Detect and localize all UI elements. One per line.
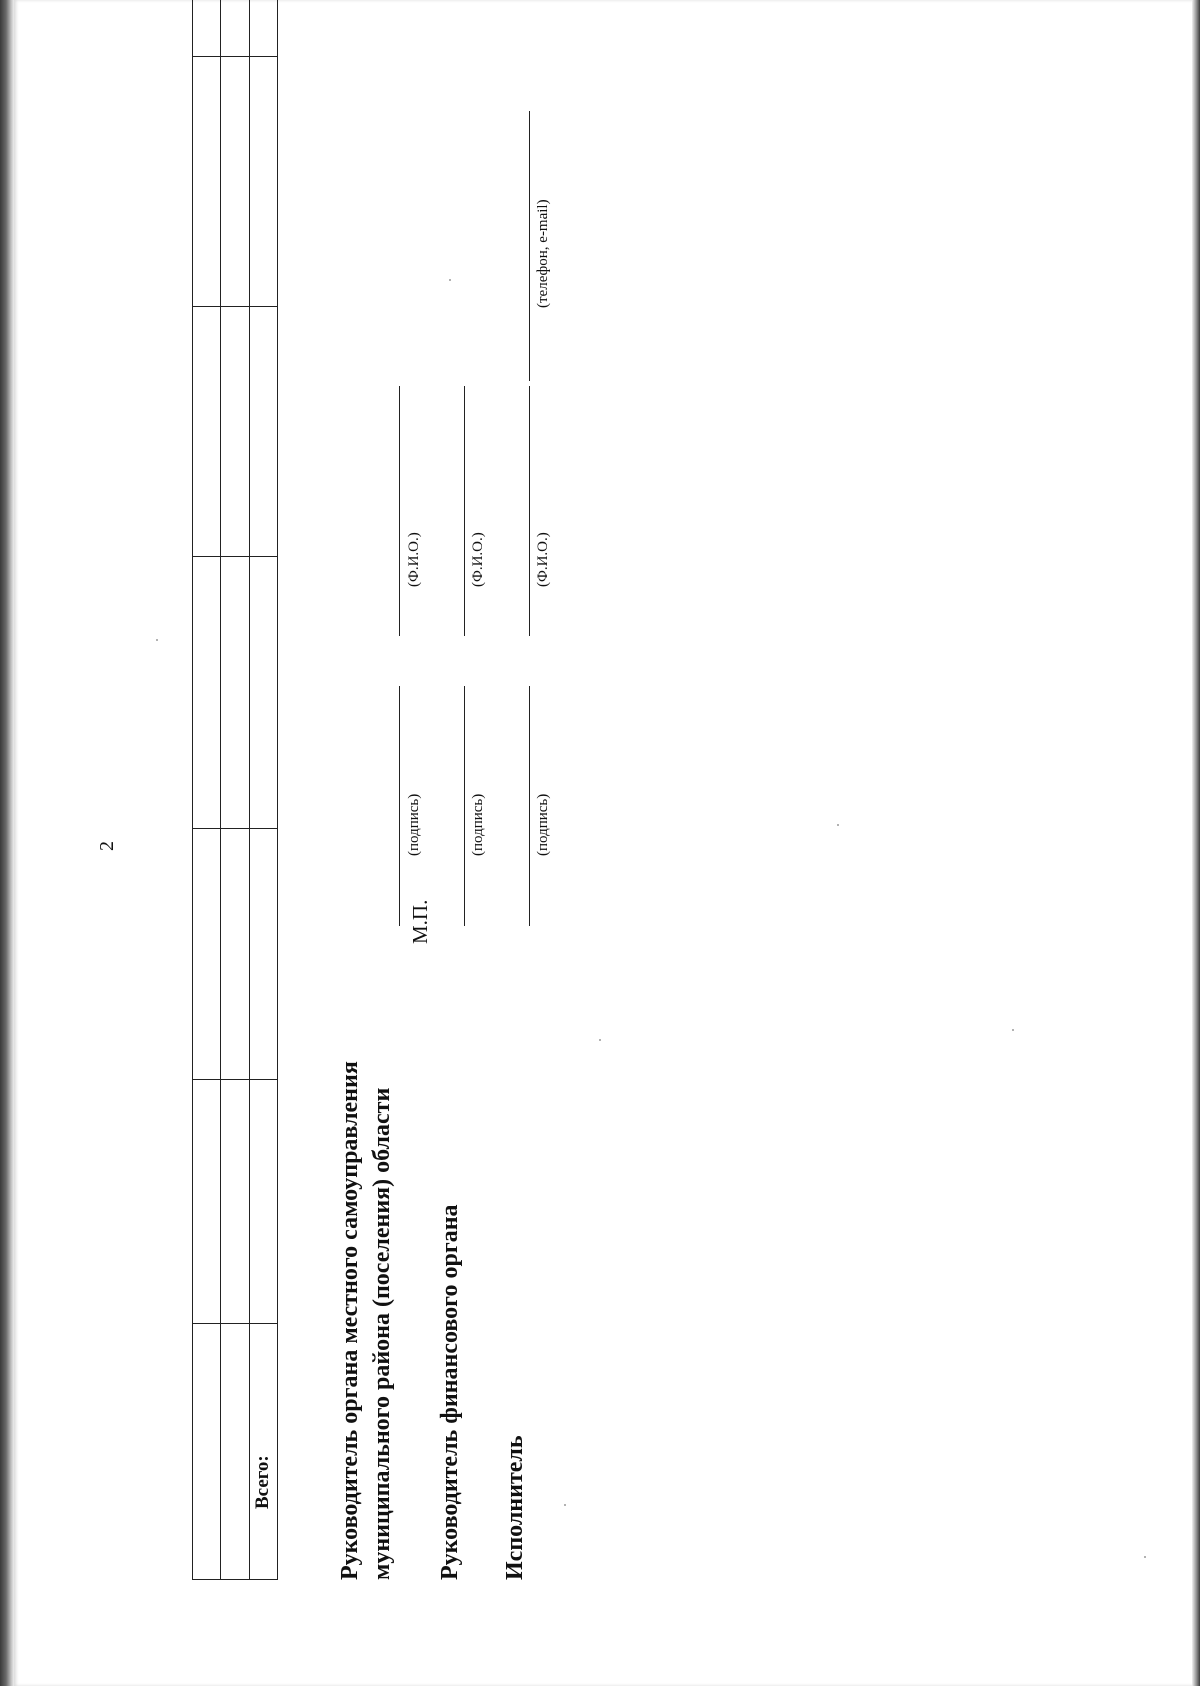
table-cell bbox=[221, 829, 249, 1080]
scan-speck bbox=[1144, 1556, 1146, 1558]
scan-edge bbox=[1192, 0, 1200, 1686]
head-of-finance-title: Руководитель финансового органа bbox=[437, 1204, 463, 1580]
table-cell bbox=[221, 57, 249, 307]
total-label: Всего: bbox=[249, 1324, 277, 1580]
signature-line bbox=[399, 686, 400, 926]
scan-speck bbox=[156, 639, 158, 641]
table-cell bbox=[221, 1080, 249, 1324]
name-line bbox=[399, 386, 400, 636]
table-cell bbox=[249, 307, 277, 557]
page-number: 2 bbox=[96, 841, 118, 851]
table-cell bbox=[249, 829, 277, 1080]
table-cell bbox=[193, 557, 221, 829]
table-row bbox=[221, 0, 249, 1580]
signature-line bbox=[464, 686, 465, 926]
scan-speck bbox=[449, 279, 451, 281]
paper-sheet bbox=[14, 0, 1194, 1686]
scan-speck bbox=[837, 824, 839, 826]
title-line: Руководитель органа местного самоуправления bbox=[337, 1061, 363, 1580]
name-line bbox=[464, 386, 465, 636]
name-caption: (Ф.И.О.) bbox=[406, 532, 422, 587]
rotated-page bbox=[14, 0, 1200, 1686]
seal-mark: М.П. bbox=[408, 899, 432, 944]
table-cell bbox=[221, 0, 249, 57]
signature-caption: (подпись) bbox=[535, 793, 551, 856]
signature-line bbox=[529, 686, 530, 926]
table-cell bbox=[193, 1324, 221, 1580]
table-cell bbox=[193, 307, 221, 557]
name-line bbox=[529, 386, 530, 636]
table-cell bbox=[221, 557, 249, 829]
executor-title: Исполнитель bbox=[502, 1435, 528, 1580]
scan-speck bbox=[564, 1504, 566, 1506]
name-caption: (Ф.И.О.) bbox=[470, 532, 486, 587]
title-line: муниципального района (поселения) области bbox=[369, 1087, 396, 1580]
signature-caption: (подпись) bbox=[470, 793, 486, 856]
head-of-local-government-title bbox=[334, 1061, 399, 1580]
table-row bbox=[193, 0, 221, 1580]
table-cell bbox=[221, 1324, 249, 1580]
scan-speck bbox=[1012, 1029, 1014, 1031]
contact-line bbox=[529, 111, 530, 381]
table-cell bbox=[193, 829, 221, 1080]
table-cell bbox=[249, 57, 277, 307]
table-cell bbox=[193, 57, 221, 307]
table-cell bbox=[249, 557, 277, 829]
table-cell bbox=[221, 307, 249, 557]
table-cell bbox=[249, 0, 277, 57]
scan-speck bbox=[599, 1039, 601, 1041]
table-cell bbox=[193, 1080, 221, 1324]
contact-caption: (телефон, e-mail) bbox=[535, 199, 551, 308]
name-caption: (Ф.И.О.) bbox=[535, 532, 551, 587]
table-total-row bbox=[249, 0, 277, 1580]
table-cell bbox=[193, 0, 221, 57]
signature-caption: (подпись) bbox=[406, 793, 422, 856]
table-cell bbox=[249, 1080, 277, 1324]
data-table bbox=[192, 0, 278, 1580]
